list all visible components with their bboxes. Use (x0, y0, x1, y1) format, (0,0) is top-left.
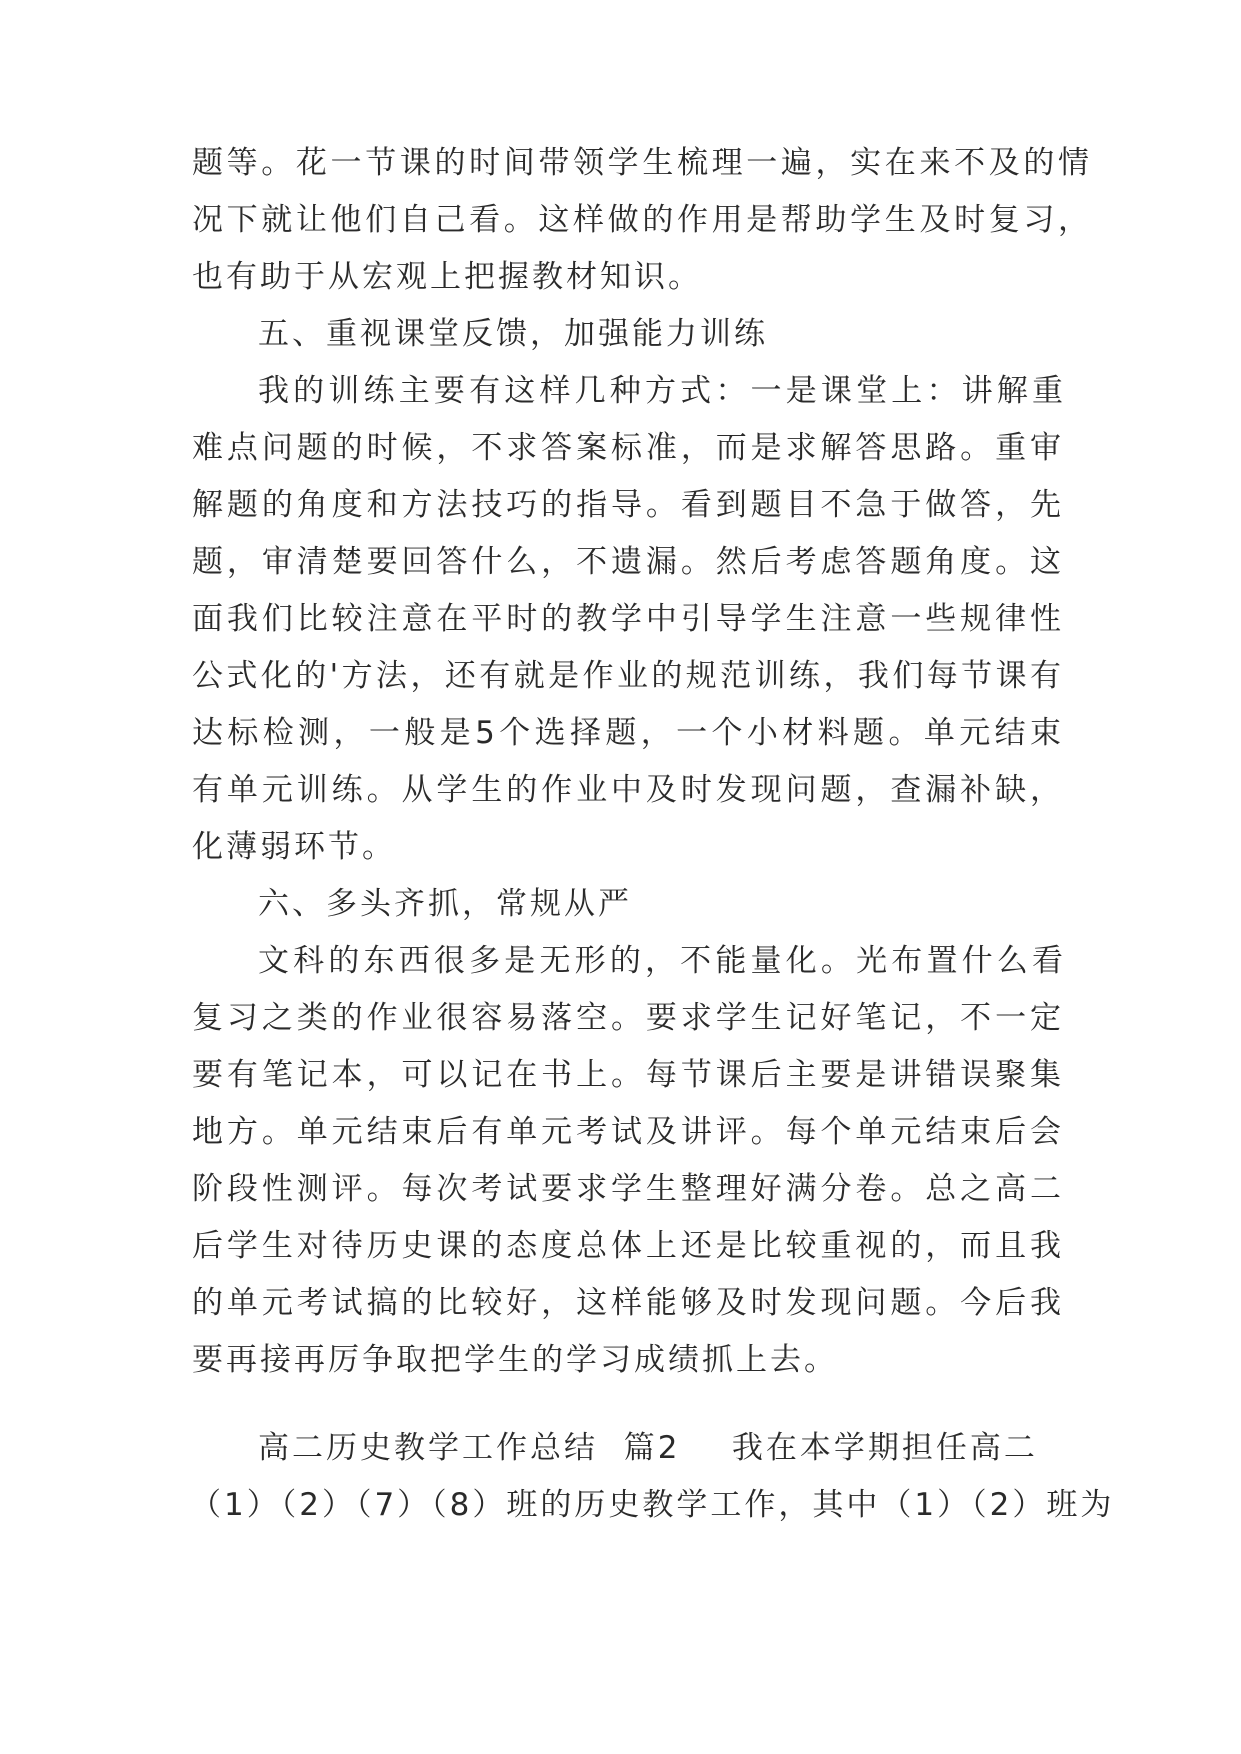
text-line: 文科的东西很多是无形的，不能量化。光布置什么看 (258, 943, 1066, 979)
text-line: 达标检测，一般是5个选择题，一个小材料题。单元结束 (192, 715, 1064, 751)
text-line: 况下就让他们自己看。这样做的作用是帮助学生及时复习， (192, 202, 1092, 238)
text-line: 要有笔记本，可以记在书上。每节课后主要是讲错误聚集 (192, 1057, 1064, 1093)
text-line: 题，审清楚要回答什么，不遗漏。然后考虑答题角度。这 (192, 544, 1064, 580)
text-line: 公式化的'方法，还有就是作业的规范训练，我们每节课有 (192, 658, 1064, 694)
text-line: 面我们比较注意在平时的教学中引导学生注意一些规律性 (192, 601, 1064, 637)
text-line: 后学生对待历史课的态度总体上还是比较重视的，而且我 (192, 1228, 1064, 1264)
text-line: 我的训练主要有这样几种方式：一是课堂上：讲解重 (258, 373, 1066, 409)
text-line: 复习之类的作业很容易落空。要求学生记好笔记，不一定 (192, 1000, 1064, 1036)
text-line: （1）（2）（7）（8）班的历史教学工作，其中（1）（2）班为 (190, 1487, 1115, 1523)
text-line: 阶段性测评。每次考试要求学生整理好满分卷。总之高二 (192, 1171, 1064, 1207)
section-title: 高二历史教学工作总结 篇2 我在本学期担任高二 (258, 1430, 1038, 1466)
text-line: 化薄弱环节。 (192, 829, 396, 865)
text-line: 解题的角度和方法技巧的指导。看到题目不急于做答，先 (192, 487, 1064, 523)
text-line: 也有助于从宏观上把握教材知识。 (192, 259, 702, 295)
section-heading: 五、重视课堂反馈，加强能力训练 (258, 316, 768, 352)
text-line: 地方。单元结束后有单元考试及讲评。每个单元结束后会 (192, 1114, 1064, 1150)
text-line: 有单元训练。从学生的作业中及时发现问题，查漏补缺， (192, 772, 1064, 808)
text-line: 要再接再厉争取把学生的学习成绩抓上去。 (192, 1342, 838, 1378)
section-heading: 六、多头齐抓，常规从严 (258, 886, 632, 922)
text-line: 题等。花一节课的时间带领学生梳理一遍，实在来不及的情 (192, 145, 1092, 181)
text-line: 难点问题的时候，不求答案标准，而是求解答思路。重审 (192, 430, 1064, 466)
text-line: 的单元考试搞的比较好，这样能够及时发现问题。今后我 (192, 1285, 1064, 1321)
